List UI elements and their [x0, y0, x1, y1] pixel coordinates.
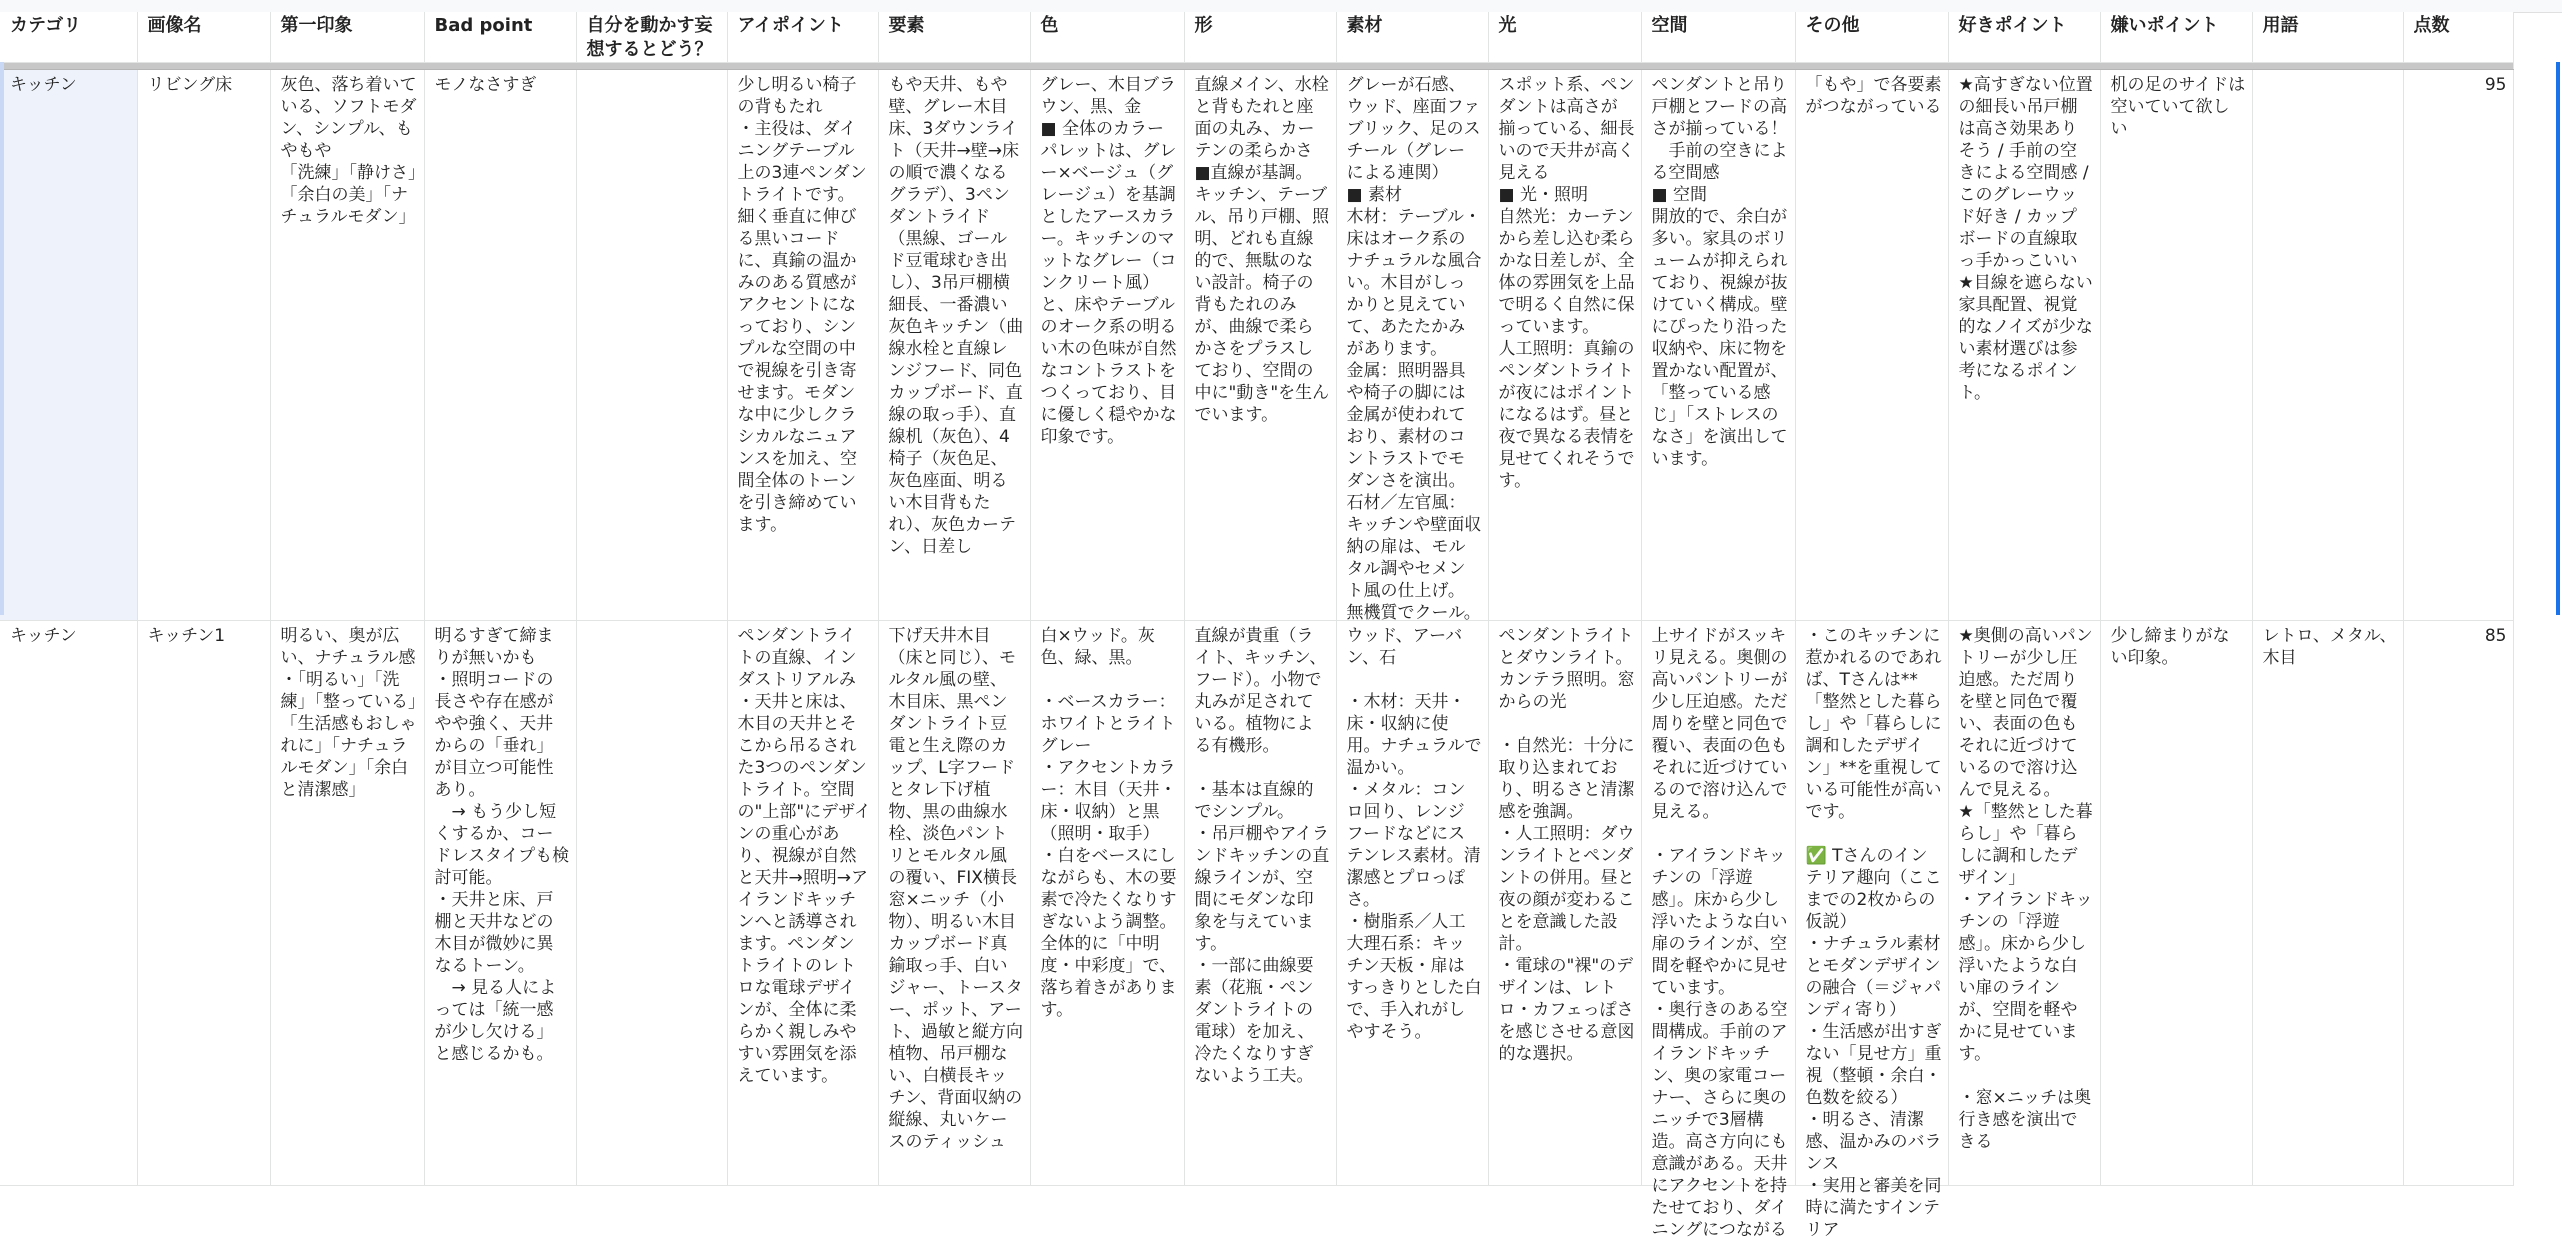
row-selection-highlight [0, 62, 4, 615]
cell-other[interactable]: 「もや」で各要素がつながっている [1795, 70, 1948, 621]
header-category[interactable]: カテゴリ [0, 12, 137, 63]
frozen-row-divider[interactable] [0, 63, 2513, 70]
cell-eye-point[interactable]: ペンダントライトの直線、インダストリアルみ ・天井と床は、木目の天井とそこから吊るされた3つのペンダントライト。空間の"上部"にデザインの重心があり、視線が自然と天井→照明→アイランドキッチンへと誘導されます。ペンダントライトのレトロな電球デザインが、全体に柔らかく親しみやすい雰囲気を添えています。 [727, 621, 878, 1186]
cell-light[interactable]: スポット系、ペンダントは高さが揃っている、細長いので天井が高く見える ■ 光・照明 自然光：カーテンから差し込む柔らかな日差しが、全体の雰囲気を上品で明るく自然に保っています。 人工照明：真鍮のペンダントライトが夜にはポイントになるはず。昼と夜で異なる表情を見せてくれそうです。 [1488, 70, 1641, 621]
cell-first-impression[interactable]: 灰色、落ち着いている、ソフトモダン、シンプル、もやもや 「洗練」「静けさ」「余白の美」「ナチュラルモダン」 [270, 70, 424, 621]
header-material[interactable]: 素材 [1336, 12, 1488, 63]
cell-image-name[interactable]: リビング床 [137, 70, 270, 621]
cell-elements[interactable]: 下げ天井木目（床と同じ）、モルタル風の壁、木目床、黒ペンダントライト豆電と生え際のカップ、L字フードとタレ下げ植物、黒の曲線水栓、淡色パントリとモルタル風の覆い、FIX横長窓×ニッチ（小物）、明るい木目カップボード真鍮取っ手、白いジャー、トースター、ポット、アート、過敏と縦方向植物、吊戸棚ない、白横長キッチン、背面収納の縦線、丸いケースのティッシュ [878, 621, 1030, 1186]
table-row [0, 621, 2513, 1186]
cell-eye-point[interactable]: 少し明るい椅子の背もたれ ・主役は、ダイニングテーブル上の3連ペンダントライトです。細く垂直に伸びる黒いコードに、真鍮の温かみのある質感がアクセントになっており、シンプルな空間の中で視線を引き寄せます。モダンな中に少しクラシカルなニュアンスを加え、空間全体のトーンを引き締めています。 [727, 70, 878, 621]
cell-dislike-point[interactable]: 少し締まりがない印象。 [2100, 621, 2252, 1186]
cell-first-impression[interactable]: 明るい、奥が広い、ナチュラル感 ・「明るい」「洗練」「整っている」「生活感もおしゃれに」「ナチュラルモダン」「余白と清潔感」 [270, 621, 424, 1186]
cell-imagination[interactable] [576, 621, 727, 1186]
cell-like-point[interactable]: ★高すぎない位置の細長い吊戸棚は高さ効果ありそう / 手前の空きによる空間感 / このグレーウッド好き / カップボードの直線取っ手かっこいい ★目線を遮らない家具配置、視覚的なノイズが少ない素材選びは参考になるポイント。 [1948, 70, 2100, 621]
header-light[interactable]: 光 [1488, 12, 1641, 63]
selection-border-right [2556, 62, 2560, 615]
cell-terms[interactable]: レトロ、メタル、木目 [2252, 621, 2403, 1186]
header-shape[interactable]: 形 [1184, 12, 1336, 63]
header-score[interactable]: 点数 [2403, 12, 2513, 63]
spreadsheet-grid [0, 12, 2514, 1240]
header-eye-point[interactable]: アイポイント [727, 12, 878, 63]
cell-light[interactable]: ペンダントライトとダウンライト。カンテラ照明。窓からの光 ・自然光：十分に取り込まれており、明るさと清潔感を強調。 ・人工照明：ダウンライトとペンダントの併用。昼と夜の顔が変わることを意識した設計。 ・電球の"裸"のデザインは、レトロ・カフェっぽさを感じさせる意図的な選択。 [1488, 621, 1641, 1186]
cell-shape[interactable]: 直線メイン、水栓と背もたれと座面の丸み、カーテンの柔らかさ ■直線が基調。キッチン、テーブル、吊り戸棚、照明、どれも直線的で、無駄のない設計。椅子の背もたれのみが、曲線で柔らかさをプラスしており、空間の中に"動き"を生んでいます。 [1184, 70, 1336, 621]
cell-space[interactable]: ペンダントと吊り戸棚とフードの高さが揃っている！ 手前の空きによる空間感 ■ 空間 開放的で、余白が多い。家具のボリュームが抑えられており、視線が抜けていく構成。壁にぴったり沿った収納や、床に物を置かない配置が、「整っている感じ」「ストレスのなさ」を演出しています。 [1641, 70, 1795, 621]
cell-shape[interactable]: 直線が貴重（ライト、キッチン、フード）。小物で丸みが足されている。植物による有機形。 ・基本は直線的でシンプル。 ・吊戸棚やアイランドキッチンの直線ラインが、空間にモダンな印象を与えています。 ・一部に曲線要素（花瓶・ペンダントライトの電球）を加え、冷たくなりすぎないよう工夫。 [1184, 621, 1336, 1186]
header-space[interactable]: 空間 [1641, 12, 1795, 63]
cell-bad-point[interactable]: モノなさすぎ [424, 70, 576, 621]
header-imagination[interactable]: 自分を動かす妄想するとどう？ [576, 12, 727, 63]
header-color[interactable]: 色 [1030, 12, 1184, 63]
cell-category[interactable]: キッチン [0, 70, 137, 621]
cell-material[interactable]: ウッド、アーバン、石 ・木材：天井・床・収納に使用。ナチュラルで温かい。 ・メタル：コンロ回り、レンジフードなどにステンレス素材。清潔感とプロっぽさ。 ・樹脂系／人工大理石系：キッチン天板・扉はすっきりとした白で、手入れがしやすそう。 [1336, 621, 1488, 1186]
cell-dislike-point[interactable]: 机の足のサイドは空いていて欲しい [2100, 70, 2252, 621]
cell-category[interactable]: キッチン [0, 621, 137, 1186]
cell-score[interactable]: 95 [2403, 70, 2513, 621]
table-row [0, 70, 2513, 621]
cell-image-name[interactable]: キッチン1 [137, 621, 270, 1186]
header-like-point[interactable]: 好きポイント [1948, 12, 2100, 63]
cell-imagination[interactable] [576, 70, 727, 621]
cell-like-point[interactable]: ★奥側の高いパントリーが少し圧迫感。ただ周りを壁と同色で覆い、表面の色もそれに近づけているので溶け込んで見える。 ★「整然とした暮らし」や「暮らしに調和したデザイン」 ・アイランドキッチンの「浮遊感」。床から少し浮いたような白い扉のラインが、空間を軽やかに見せています。 ・窓×ニッチは奥行き感を演出できる [1948, 621, 2100, 1186]
cell-color[interactable]: グレー、木目ブラウン、黒、金 ■ 全体のカラーパレットは、グレー×ベージュ（グレージュ）を基調としたアースカラー。キッチンのマットなグレー（コンクリート風）と、床やテーブルのオーク系の明るい木の色味が自然なコントラストをつくっており、目に優しく穏やかな印象です。 [1030, 70, 1184, 621]
header-other[interactable]: その他 [1795, 12, 1948, 63]
header-elements[interactable]: 要素 [878, 12, 1030, 63]
cell-bad-point[interactable]: 明るすぎて締まりが無いかも ・照明コードの長さや存在感がやや強く、天井からの「垂れ」が目立つ可能性あり。 → もう少し短くするか、コードレスタイプも検討可能。 ・天井と床、戸棚と天井などの木目が微妙に異なるトーン。 → 見る人によっては「統一感が少し欠ける」と感じるかも。 [424, 621, 576, 1186]
header-first-impression[interactable]: 第一印象 [270, 12, 424, 63]
cell-material[interactable]: グレーが石感、ウッド、座面ファブリック、足のスチール（グレーによる連関） ■ 素材 木材：テーブル・床はオーク系のナチュラルな風合い。木目がしっかりと見えていて、あたたかみがあります。 金属：照明器具や椅子の脚には金属が使われており、素材のコントラストでモダンさを演出。 石材／左官風：キッチンや壁面収納の扉は、モルタル調やセメント風の仕上げ。無機質でクール。 [1336, 70, 1488, 621]
frozen-divider-bar[interactable] [0, 63, 2513, 70]
cell-terms[interactable] [2252, 70, 2403, 621]
cell-elements[interactable]: もや天井、もや壁、グレー木目床、3ダウンライト（天井→壁→床の順で濃くなるグラデ）、3ペンダントライド（黒線、ゴールド豆電球むき出し）、3吊戸棚横細長、一番濃い灰色キッチン（曲線水栓と直線レンジフード、同色カップボード、直線の取っ手）、直線机（灰色）、4椅子（灰色足、灰色座面、明るい木目背もたれ）、灰色カーテン、日差し [878, 70, 1030, 621]
header-dislike-point[interactable]: 嫌いポイント [2100, 12, 2252, 63]
header-terms[interactable]: 用語 [2252, 12, 2403, 63]
cell-color[interactable]: 白×ウッド。灰色、緑、黒。 ・ベースカラー：ホワイトとライトグレー ・アクセントカラー：木目（天井・床・収納）と黒（照明・取手） ・白をベースにしながらも、木の要素で冷たくなりすぎないよう調整。全体的に「中明度・中彩度」で、落ち着きがあります。 [1030, 621, 1184, 1186]
header-bad-point[interactable]: Bad point [424, 12, 576, 63]
header-image-name[interactable]: 画像名 [137, 12, 270, 63]
cell-space[interactable]: 上サイドがスッキリ見える。奥側の高いパントリーが少し圧迫感。ただ周りを壁と同色で覆い、表面の色もそれに近づけているので溶け込んで見える。 ・アイランドキッチンの「浮遊感」。床から少し浮いたような白い扉のラインが、空間を軽やかに見せています。 ・奥行きのある空間構成。手前のアイランドキッチン、奥の家電コーナー、さらに奥のニッチで3層構造。高さ方向にも意識がある。天井にアクセントを持たせており、ダイニングにつながる [1641, 621, 1795, 1186]
header-row [0, 12, 2513, 63]
cell-score[interactable]: 85 [2403, 621, 2513, 1186]
cell-other[interactable]: ・このキッチンに惹かれるのであれば、Tさんは**「整然とした暮らし」や「暮らしに調和したデザイン」**を重視している可能性が高いです。 ✅ Tさんのインテリア趣向（ここまでの2枚からの仮説） ・ナチュラル素材とモダンデザインの融合（＝ジャパンディ寄り） ・生活感が出すぎない「見せ方」重視（整頓・余白・色数を絞る） ・明るさ、清潔感、温かみのバランス ・実用と審美を同時に満たすインテリア [1795, 621, 1948, 1186]
